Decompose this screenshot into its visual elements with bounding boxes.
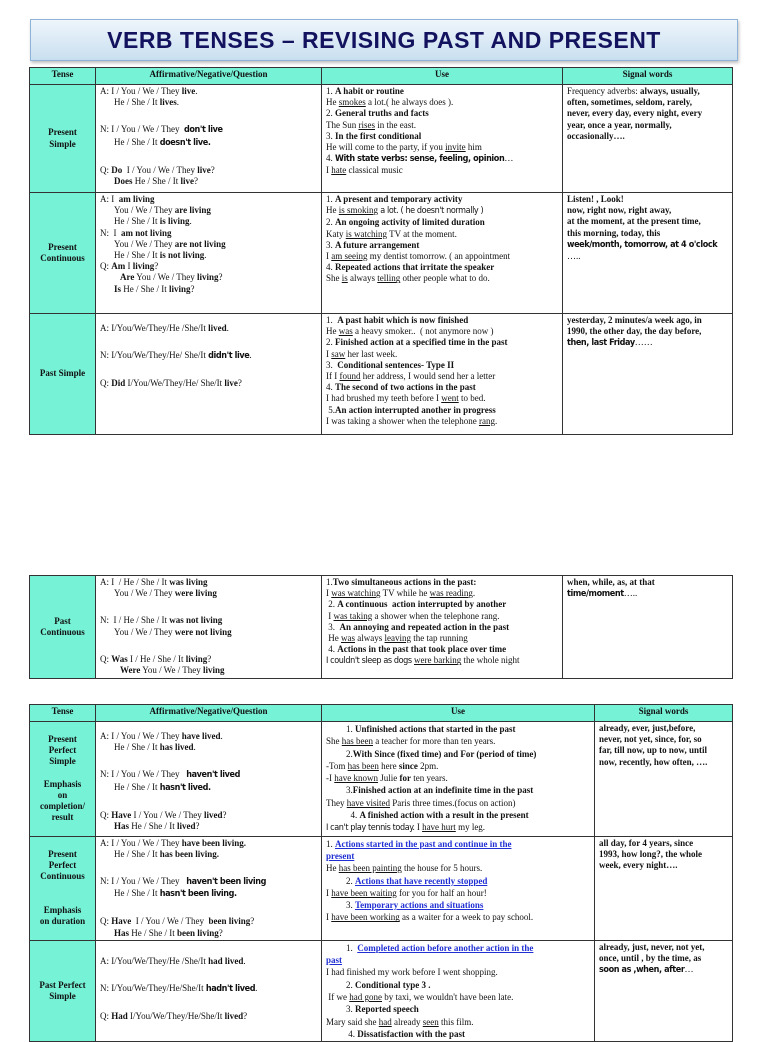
forms-past-continuous: A: I / He / She / It was living You / We / They were living N: I / He / She / It was not living You / We / They were not living Q: Was I / He / She / It living? Were You / We / They living [96, 576, 322, 679]
page-title: VERB TENSES – REVISING PAST AND PRESENT [107, 26, 661, 53]
signal-past-perfect-simple: already, just, never, not yet, once, until , by the time, as soon as ,when, after… [595, 940, 733, 1041]
tense-present-continuous: Present Continuous [30, 193, 96, 314]
header-row [30, 68, 733, 85]
header-row-2 [30, 705, 733, 722]
header-use: Use [322, 68, 563, 85]
row-present-continuous [30, 193, 733, 314]
forms-present-continuous: A: I am living You / We / They are living He / She / It is living. N: I am not living You / We / They are not living He / She / It is not living. Q: Am I living? Are You / We / They living? Is He / She / It living? [96, 193, 322, 314]
row-past-continuous [30, 576, 733, 679]
use-present-simple: 1. A habit or routine He smokes a lot.( he always does ). 2. General truths and facts The Sun rises in the east. 3. In the first conditional He will come to the party, if you invite him 4. With state verbs: sense, feeling, opinion… I hate classical music [322, 85, 563, 193]
row-past-perfect-simple [30, 940, 733, 1041]
tense-table-3 [29, 704, 733, 1042]
tense-table-1 [29, 67, 733, 435]
header-signal-2: Signal words [595, 705, 733, 722]
tense-present-perfect-simple: Present Perfect Simple Emphasis on completion/ result [30, 722, 96, 837]
row-past-simple [30, 314, 733, 435]
tense-present-simple: Present Simple [30, 85, 96, 193]
forms-present-simple: A: I / You / We / They live. He / She / It lives. N: I / You / We / They don't live He / She / It doesn't live. Q: Do I / You / We / They live? Does He / She / It live? [96, 85, 322, 193]
signal-past-continuous: when, while, as, at that time/moment….. [563, 576, 733, 679]
forms-past-simple: A: I/You/We/They/He /She/It lived. N: I/You/We/They/He/ She/It didn't live. Q: Did I/You/We/They/He/ She/It live? [96, 314, 322, 435]
tense-past-continuous: Past Continuous [30, 576, 96, 679]
row-present-simple [30, 85, 733, 193]
use-past-continuous: 1.Two simultaneous actions in the past: I was watching TV while he was reading. 2. A continuous action interrupted by another I was taking a shower when the telephone rang. 3. An annoying and repeated action in the past He was always leaving the tap running 4. Actions in the past that took place over time I couldn't sleep as dogs were barking the whole night [322, 576, 563, 679]
signal-present-simple: Frequency adverbs: always, usually, often, sometimes, seldom, rarely, never, every day, every night, every year, once a year, normally, occasionally…. [563, 85, 733, 193]
forms-present-perfect-continuous: A: I / You / We / They have been living. He / She / It has been living. N: I / You / We / They haven't been living He / She / It hasn't been living. Q: Have I / You / We / They been living? Has He / She / It been living? [96, 836, 322, 940]
header-use-2: Use [322, 705, 595, 722]
signal-present-perfect-continuous: all day, for 4 years, since 1993, how long?, the whole week, every night…. [595, 836, 733, 940]
title-banner [30, 19, 738, 61]
tense-present-perfect-continuous: Present Perfect Continuous Emphasis on duration [30, 836, 96, 940]
row-present-perfect-continuous [30, 836, 733, 940]
row-present-perfect-simple [30, 722, 733, 837]
header-signal: Signal words [563, 68, 733, 85]
use-present-perfect-simple: 1. Unfinished actions that started in the past She has been a teacher for more than ten years. 2.With Since (fixed time) and For (period of time) -Tom has been here since 2pm. -I have known Julie for ten years. 3.Finished action at an indefinite time in the past They have visited Paris three times.(focus on action) 4. A finished action with a result in the present I can't play tennis today. I have hurt my leg. [322, 722, 595, 837]
forms-past-perfect-simple: A: I/You/We/They/He /She/It had lived. N: I/You/We/They/He/She/It hadn't lived. Q: Had I/You/We/They/He/She/It lived? [96, 940, 322, 1041]
use-past-simple: 1. A past habit which is now finished He was a heavy smoker.. ( not anymore now ) 2. Finished action at a specified time in the past I saw her last week. 3. Conditional sentences- Type II If I found her address, I would send her a letter 4. The second of two actions in the past I had brushed my teeth before I went to bed. 5.An action interrupted another in progress I was taking a shower when the telephone rang. [322, 314, 563, 435]
tense-table-2 [29, 575, 733, 679]
tense-past-simple: Past Simple [30, 314, 96, 435]
tense-past-perfect-simple: Past Perfect Simple [30, 940, 96, 1041]
signal-present-perfect-simple: already, ever, just,before, never, not yet, since, for, so far, till now, up to now, until now, recently, how often, …. [595, 722, 733, 837]
signal-present-continuous: Listen! , Look! now, right now, right away, at the moment, at the present time, this morning, today, this week/month, tomorrow, at 4 o'clock ….. [563, 193, 733, 314]
use-past-perfect-simple: 1. Completed action before another action in the past I had finished my work before I went shopping. 2. Conditional type 3 . If we had gone by taxi, we wouldn't have been late. 3. Reported speech Mary said she had already seen this film. 4. Dissatisfaction with the past [322, 940, 595, 1041]
forms-present-perfect-simple: A: I / You / We / They have lived. He / She / It has lived. N: I / You / We / They haven't lived He / She / It hasn't lived. Q: Have I / You / We / They lived? Has He / She / It lived? [96, 722, 322, 837]
header-tense: Tense [30, 68, 96, 85]
header-forms: Affirmative/Negative/Question [96, 68, 322, 85]
use-present-perfect-continuous: 1. Actions started in the past and continue in the present He has been painting the house for 5 hours. 2. Actions that have recently stopped I have been waiting for you for half an hour! 3. Temporary actions and situations I have been working as a waiter for a week to pay school. [322, 836, 595, 940]
use-present-continuous: 1. A present and temporary activity He is smoking a lot. ( he doesn't normally ) 2. An ongoing activity of limited duration Katy is watching TV at the moment. 3. A future arrangement I am seeing my dentist tomorrow. ( an appointment 4. Repeated actions that irritate the speaker She is always telling other people what to do. [322, 193, 563, 314]
header-tense-2: Tense [30, 705, 96, 722]
signal-past-simple: yesterday, 2 minutes/a week ago, in 1990, the other day, the day before, then, last Friday…… [563, 314, 733, 435]
header-forms-2: Affirmative/Negative/Question [96, 705, 322, 722]
